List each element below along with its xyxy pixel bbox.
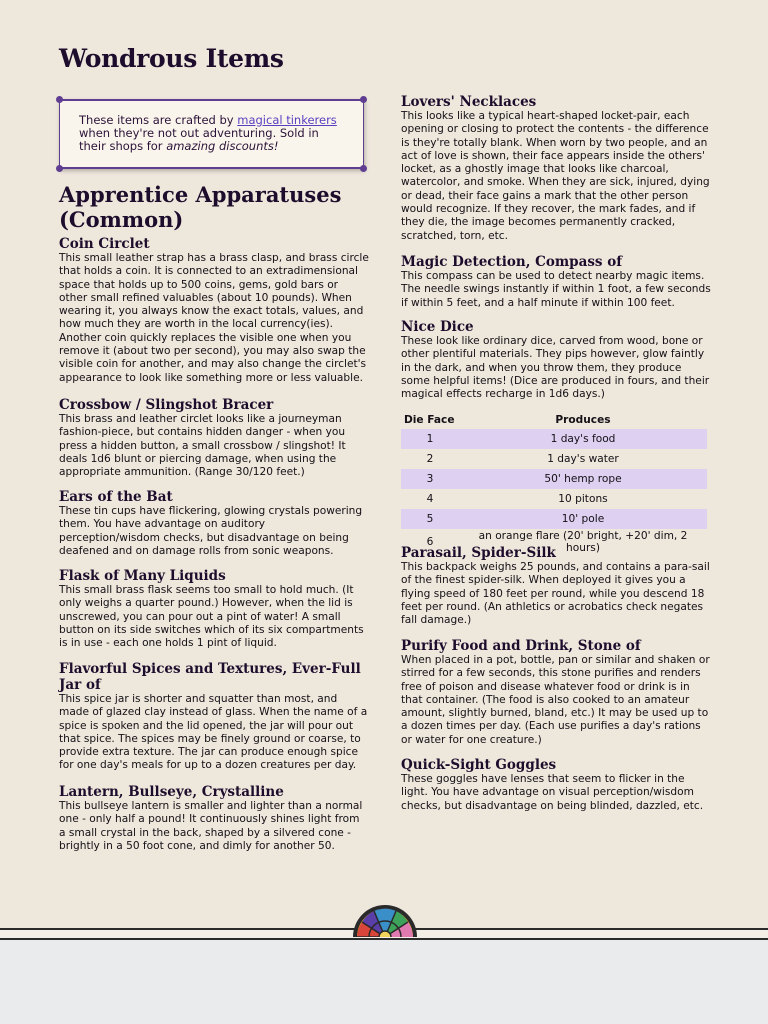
note-text	[79, 114, 347, 153]
table-cell: 1 day's food	[459, 429, 707, 449]
item-quick-sight-goggles	[401, 757, 711, 813]
note-text-start: These items are crafted by	[79, 113, 238, 127]
item-description: This backpack weighs 25 pounds, and contains a para-sail of the finest spider-silk. When deployed it gives you a flying speed of 180 feet per round, while you descend 18 feet per round. (An athletics or acrobatics check negates fall damage.)	[401, 561, 710, 627]
table-cell: 5	[401, 509, 459, 529]
note-right-rule	[363, 101, 364, 167]
item-description: This compass can be used to detect nearby magic items. The needle swings instantly if within 1 foot, a few seconds if within 5 feet, and a half minute if within 100 feet.	[401, 270, 711, 309]
page-title: Wondrous Items	[59, 44, 284, 73]
item-description: This small leather strap has a brass clasp, and brass circle that holds a coin. It is connected to an extradimensional space that holds up to 500 coins, gems, gold bars or other small refined valuables (about 10 pounds). When wearing it, you always know the exact totals, values, and how much they are worth in the local currency(ies). Another coin quickly replaces the visible one when you remove it (about two per second), you may also swap the visible coin for another, and may also change the circlet's appearance to look like something more or less valuable.	[59, 252, 369, 384]
item-description: This looks like a typical heart-shaped locket-pair, each opening or closing to protect the contents - the difference is they're totally blank. When worn by two people, and an act of love is shown, their face appears inside the others' locket, as a ghostly image that looks like charcoal, watercolor, and smoke. When they are sick, injured, dying or dead, their face gains a mark that the other person would recognize. If they recover, the mark fades, and if they die, the image becomes permanently cracked, scratched, torn, etc.	[401, 110, 710, 242]
table-cell: 4	[426, 493, 434, 505]
tinkerers-link[interactable]: magical tinkerers	[237, 113, 337, 127]
item-title: Flask of Many Liquids	[59, 568, 226, 584]
table-cell: an orange flare (20' bright, +20' dim, 2 hours)	[478, 530, 688, 554]
item-flask-of-many-liquids	[59, 568, 369, 650]
section-title: Apprentice Apparatuses (Common)	[59, 182, 342, 232]
item-lovers-necklaces	[401, 94, 711, 243]
table-cell: 2	[426, 453, 434, 465]
table-row	[401, 509, 707, 529]
item-compass-of-magic-detection	[401, 254, 711, 310]
item-title: Ears of the Bat	[59, 489, 173, 505]
item-title: Lantern, Bullseye, Crystalline	[59, 784, 284, 800]
item-description: This small brass flask seems too small to hold much. (It only weighs a quarter pound.) However, when the lid is unscrewed, you can pour out a pint of water! A small button on its side switches which of its six compartments is in use - each one holds 1 pint of liquid.	[59, 584, 364, 650]
item-description: These tin cups have flickering, glowing crystals powering them. You have advantage on auditory perception/wisdom checks, but disadvantage on being deafened and on damage rolls from sonic weapons.	[59, 505, 363, 557]
item-ears-of-the-bat	[59, 489, 369, 558]
item-description: When placed in a pot, bottle, pan or similar and shaken or stirred for a few seconds, this stone purifies and renders free of poison and disease whatever food or drink is in that container. (The food is also cooked to an amateur amount, slightly burned, bland, etc.) It may be used up to a dozen times per day. (Each use purifies a day's rations or water for one creature.)	[401, 654, 710, 746]
item-spider-silk-parasail	[401, 545, 711, 627]
item-stone-of-purify-food	[401, 638, 711, 747]
item-description: These look like ordinary dice, carved from wood, bone or other plentiful materials. They pips however, glow faintly in the dark, and when you throw them, they produce some helpful items! (Dice are produced in fours, and their magical effects recharge in 1d6 days.)	[401, 335, 710, 401]
note-pin-icon	[56, 96, 63, 103]
note-pin-icon	[360, 165, 367, 172]
item-title: Crossbow / Slingshot Bracer	[59, 397, 274, 413]
note-pin-icon	[360, 96, 367, 103]
note-text-middle: when they're not out adventuring. Sold in their shops for	[79, 126, 319, 153]
column-header-die-face: Die Face	[404, 414, 455, 426]
item-description: This spice jar is shorter and squatter than most, and made of glazed clay instead of glass. When the name of a spice is spoken and the lid opened, the jar will pour out that spice. The spices may be finely ground or coarse, to provide extra texture. The jar can produce enough spice for one day's meals for up to a dozen creatures per day.	[59, 693, 368, 772]
item-coin-circlet	[59, 236, 369, 385]
table-cell: 10 pitons	[558, 493, 608, 505]
item-title: Parasail, Spider-Silk	[401, 545, 556, 561]
table-cell: 6	[426, 536, 434, 548]
table-header-row	[401, 411, 707, 429]
item-crystalline-lantern	[59, 784, 369, 853]
table-cell: 1	[401, 429, 459, 449]
table-row	[401, 449, 707, 469]
note-emphasis: amazing discounts!	[166, 139, 279, 153]
intro-note	[59, 99, 364, 169]
item-description: This brass and leather circlet looks like a journeyman fashion-piece, but contains hidden danger - when you press a hidden button, a small crossbow / slingshot! It deals 1d6 blunt or piercing damage, when using the appropriate ammunition. (Range 30/120 feet.)	[59, 413, 346, 479]
item-title: Purify Food and Drink, Stone of	[401, 638, 641, 654]
item-title: Magic Detection, Compass of	[401, 254, 623, 270]
column-header-produces: Produces	[555, 414, 611, 426]
note-left-rule	[59, 101, 60, 167]
item-description: These goggles have lenses that seem to flicker in the light. You have advantage on visual perception/wisdom checks, but disadvantage on being blinded, dazzled, etc.	[401, 773, 704, 812]
item-title: Coin Circlet	[59, 236, 150, 252]
table-cell: 3	[401, 469, 459, 489]
table-row	[401, 469, 707, 489]
table-row	[401, 489, 707, 509]
table-cell: 1 day's water	[547, 453, 619, 465]
dice-table	[401, 411, 707, 555]
item-description: This bullseye lantern is smaller and lighter than a normal one - only half a pound! It continuously shines light from a small crystal in the back, shaped by a silvered cone - brightly in a 50 foot cone, and dimly for another 50.	[59, 800, 363, 852]
item-crossbow-bracer	[59, 397, 369, 479]
section-heading	[59, 182, 369, 232]
table-cell: 50' hemp rope	[459, 469, 707, 489]
item-nice-dice	[401, 319, 711, 401]
item-title: Nice Dice	[401, 319, 474, 335]
table-row	[401, 429, 707, 449]
stained-glass-emblem-icon	[352, 903, 418, 937]
note-pin-icon	[56, 165, 63, 172]
item-ever-full-spice-jar	[59, 661, 369, 773]
table-cell: 10' pole	[459, 509, 707, 529]
item-title: Lovers' Necklaces	[401, 94, 537, 110]
item-title: Quick-Sight Goggles	[401, 757, 557, 773]
item-title: Flavorful Spices and Textures, Ever-Full Jar of	[59, 661, 361, 693]
